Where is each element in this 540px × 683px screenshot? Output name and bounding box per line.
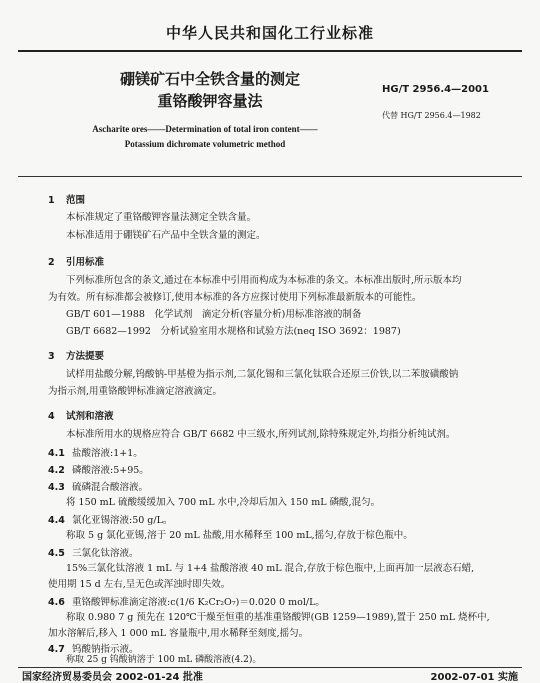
- section-4-heading: [48, 408, 114, 422]
- clause-body: 使用期 15 d 左右,呈无色或浑浊时即失效。: [48, 579, 231, 590]
- clause-body: 称取 25 g 钨酸钠溶于 100 mL 磷酸溶液(4.2)。: [66, 655, 262, 665]
- clause-text: 磷酸溶液:5+95。: [72, 465, 149, 476]
- clause-4-7: [48, 641, 139, 655]
- section-number: 4: [48, 411, 55, 422]
- clause-4-6: [48, 594, 325, 608]
- clause-text: 氯化亚锡溶液:50 g/L。: [72, 515, 173, 526]
- clause-4-2: [48, 462, 149, 476]
- paragraph: 为指示剂,用重铬酸钾标准滴定溶液滴定。: [48, 386, 223, 397]
- clause-number: 4.4: [48, 515, 65, 526]
- reference-line: GB/T 6682—1992 分析试验室用水规格和试验方法(neq ISO 3692：1987): [66, 326, 401, 337]
- approval-date: 国家经济贸易委员会 2002-01-24 批准: [22, 672, 203, 683]
- paragraph: 本标准适用于硼镁矿石产品中全铁含量的测定。: [66, 230, 266, 241]
- clause-body: 加水溶解后,移入 1 000 mL 容量瓶中,用水稀释至刻度,摇匀。: [48, 628, 309, 639]
- clause-number: 4.6: [48, 597, 65, 608]
- section-number: 1: [48, 195, 55, 206]
- clause-text: 盐酸溶液:1+1。: [72, 448, 143, 459]
- reference-line: GB/T 601—1988 化学试剂 滴定分析(容量分析)用标准溶液的制备: [66, 309, 362, 320]
- clause-number: 4.7: [48, 644, 65, 655]
- clause-4-5: [48, 545, 139, 559]
- section-number: 2: [48, 257, 55, 268]
- standard-code: HG/T 2956.4—2001: [382, 84, 489, 95]
- standard-category-header: 中华人民共和国化工行业标准: [165, 24, 374, 42]
- section-title: 引用标准: [66, 257, 105, 268]
- english-title-line-2: Potassium dichromate volumetric method: [124, 139, 286, 149]
- english-title-line-1: Ascharite ores——Determination of total iron content——: [92, 124, 318, 134]
- clause-body: 15%三氯化钛溶液 1 mL 与 1+4 盐酸溶液 40 mL 混合,存放于棕色瓶中,上面再加一层液态石蜡,: [66, 563, 475, 574]
- clause-text: 硫磷混合酸溶液。: [72, 482, 149, 493]
- section-3-heading: [48, 348, 104, 362]
- title-rule: [18, 176, 522, 177]
- paragraph: 本标准所用水的规格应符合 GB/T 6682 中三级水,所列试剂,除特殊规定外,均指分析纯试剂。: [66, 429, 456, 440]
- section-title: 方法提要: [66, 351, 105, 362]
- paragraph: 为有效。所有标准都会被修订,使用本标准的各方应探讨使用下列标准最新版本的可能性。: [48, 292, 422, 303]
- clause-text: 三氯化钛溶液。: [72, 548, 139, 559]
- clause-body: 称取 0.980 7 g 预先在 120℃干燥至恒重的基准重铬酸钾(GB 1259—1989),置于 250 mL 烧杯中,: [66, 612, 490, 623]
- section-2-heading: [48, 254, 104, 268]
- clause-body: 称取 5 g 氯化亚锡,溶于 20 mL 盐酸,用水稀释至 100 mL,摇匀,存放于棕色瓶中。: [66, 530, 413, 541]
- section-number: 3: [48, 351, 55, 362]
- clause-4-3: [48, 479, 148, 493]
- clause-4-1: [48, 445, 143, 459]
- clause-4-4: [48, 512, 172, 526]
- title-line-2: 重铬酸钾容量法: [157, 92, 263, 110]
- section-1-heading: [48, 192, 85, 206]
- section-title: 范围: [66, 195, 86, 206]
- clause-text: 钨酸钠指示液。: [72, 644, 139, 655]
- clause-number: 4.3: [48, 482, 65, 493]
- effective-date: 2002-07-01 实施: [430, 672, 518, 683]
- header-rule: [18, 50, 522, 52]
- section-title: 试剂和溶液: [66, 411, 114, 422]
- replaces-note: 代替 HG/T 2956.4—1982: [382, 111, 481, 120]
- clause-number: 4.5: [48, 548, 65, 559]
- clause-number: 4.1: [48, 448, 65, 459]
- clause-text: 重铬酸钾标准滴定溶液:c(1/6 K₂Cr₂O₇)＝0.020 0 mol/L。: [72, 597, 325, 608]
- clause-body: 将 150 mL 硫酸缓缓加入 700 mL 水中,冷却后加入 150 mL 磷酸,混匀。: [66, 497, 381, 508]
- paragraph: 下列标准所包含的条文,通过在本标准中引用而构成为本标准的条文。本标准出版时,所示版本均: [66, 275, 462, 286]
- paragraph: 试样用盐酸分解,钨酸钠-甲基橙为指示剂,二氯化锡和三氯化钛联合还原三价铁,以二苯胺磺酸钠: [66, 369, 459, 380]
- title-line-1: 硼镁矿石中全铁含量的测定: [119, 70, 300, 88]
- clause-number: 4.2: [48, 465, 65, 476]
- paragraph: 本标准规定了重铬酸钾容量法测定全铁含量。: [66, 212, 257, 223]
